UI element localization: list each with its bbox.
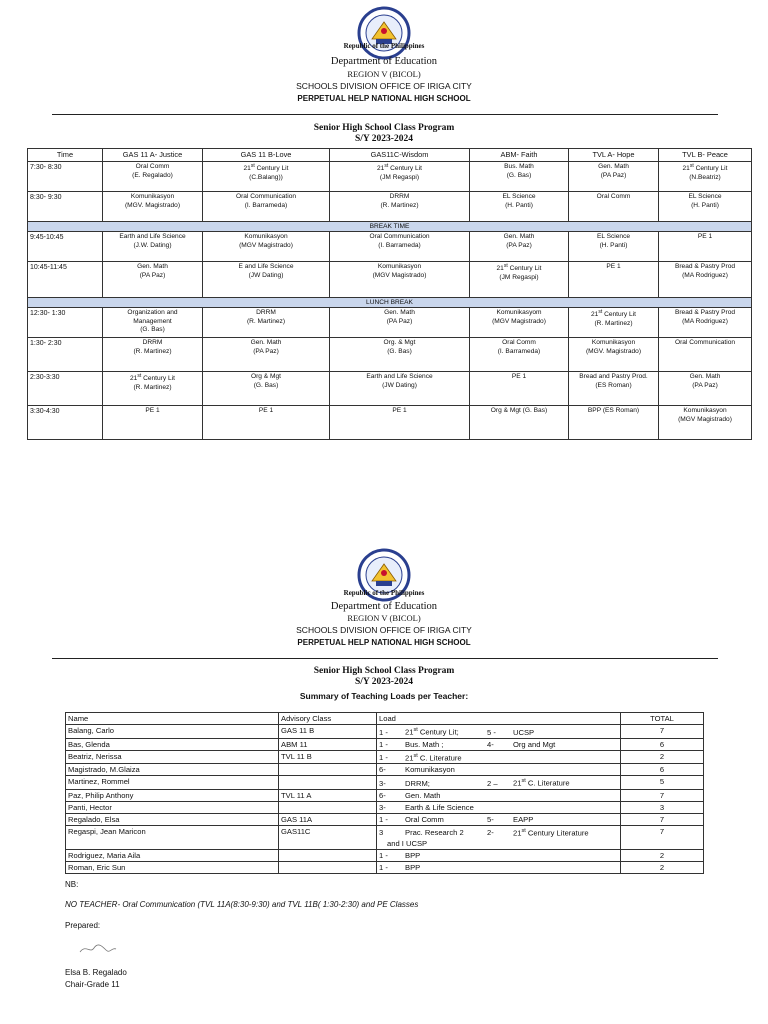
teacher-row — [66, 825, 704, 850]
time-cell: 8:30- 9:30 — [28, 192, 103, 222]
program-title: Senior High School Class Program — [313, 666, 455, 676]
cell-line: Earth and Life Science — [366, 373, 433, 380]
cell-line: (JW Dating) — [382, 381, 417, 389]
region-line: REGION V (BICOL) — [347, 69, 421, 79]
load-cell — [377, 738, 621, 750]
column-header: Time — [28, 149, 103, 162]
division-line: SCHOOLS DIVISION OFFICE OF IRIGA CITY — [296, 625, 472, 635]
cell-line: Gen. Math — [598, 163, 629, 170]
load-part: 3 — [379, 828, 384, 838]
load-line — [379, 725, 618, 738]
cell-line: (PA Paz) — [253, 347, 279, 355]
time-cell: 10:45-11:45 — [28, 262, 103, 298]
cell-line: (I. Barrameda) — [497, 347, 541, 355]
cell-line: Org. & Mgt — [383, 339, 416, 346]
class-cell — [103, 262, 203, 298]
load-part: Org and Mgt — [513, 739, 556, 749]
load-cell — [377, 789, 621, 801]
cell-line: E and Life Science — [238, 263, 294, 270]
load-cell — [377, 825, 621, 850]
class-cell — [470, 232, 569, 262]
no-teacher-note: NO TEACHER- Oral Communication (TVL 11A(8:30-9:30) and TVL 11B( 1:30-2:30) and PE Classes — [65, 900, 419, 909]
cell-line: (JW Dating) — [248, 271, 284, 279]
cell-line: (G. Bas) — [140, 326, 165, 334]
class-cell — [103, 338, 203, 372]
load-total: 7 — [621, 789, 704, 801]
load-cell — [377, 776, 621, 790]
load-part: Oral Comm — [405, 814, 444, 824]
schedule-row — [28, 192, 752, 222]
class-cell — [569, 406, 659, 440]
load-line — [379, 776, 618, 789]
cell-line: (MGV Magistrado) — [239, 241, 293, 249]
class-cell — [659, 232, 752, 262]
advisory-class — [279, 862, 377, 874]
load-cell — [377, 801, 621, 813]
break-row — [28, 222, 752, 232]
load-part: Earth & Life Science — [405, 802, 474, 812]
cell-line: (R. Martinez) — [380, 201, 419, 209]
cell-line: DRRM — [142, 339, 163, 346]
load-line-2: and I UCSP — [387, 839, 428, 849]
column-header: GAS 11 B-Love — [203, 149, 330, 162]
load-line — [379, 790, 618, 801]
load-part: 4- — [487, 739, 494, 749]
class-cell — [569, 308, 659, 338]
cell-line: Organization and — [127, 309, 178, 316]
cell-line: 21st Century Lit — [591, 309, 636, 319]
department-line: Department of Education — [330, 56, 438, 67]
teacher-name: Rodriguez, Maria Aila — [66, 850, 279, 862]
cell-line: (R. Martinez) — [594, 319, 633, 327]
load-part: DRRM; — [405, 778, 430, 788]
cell-line: Bread & Pastry Prod — [674, 263, 736, 270]
class-cell — [203, 406, 330, 440]
cell-line: DRRM — [256, 309, 276, 316]
load-part: 1 - — [379, 863, 388, 873]
schedule-row — [28, 406, 752, 440]
cell-line: (PA Paz) — [506, 241, 532, 249]
load-cell — [377, 725, 621, 739]
cell-line: (PA Paz) — [386, 317, 413, 325]
schedule-row — [28, 338, 752, 372]
class-cell — [103, 162, 203, 192]
class-cell — [470, 162, 569, 192]
loads-header-row — [66, 713, 704, 725]
class-cell — [330, 338, 470, 372]
class-cell — [203, 338, 330, 372]
load-part: 21st C. Literature — [513, 778, 570, 788]
summary-title: Summary of Teaching Loads per Teacher: — [299, 691, 469, 701]
class-cell — [659, 162, 752, 192]
program-title: Senior High School Class Program — [313, 123, 455, 133]
cell-line: Bread and Pastry Prod. — [579, 373, 648, 380]
advisory-class: TVL 11 A — [279, 789, 377, 801]
cell-line: Bread & Pastry Prod — [674, 309, 736, 316]
class-cell — [203, 192, 330, 222]
cell-line: EL Science — [688, 193, 722, 200]
class-cell — [330, 192, 470, 222]
teacher-name: Bas, Glenda — [66, 738, 279, 750]
cell-line: Oral Communication — [674, 339, 736, 346]
load-part: 21st Century Literature — [513, 827, 589, 838]
teacher-row — [66, 776, 704, 790]
cell-line: Oral Communication — [235, 193, 297, 200]
advisory-class: TVL 11 B — [279, 750, 377, 764]
time-cell: 7:30- 8:30 — [28, 162, 103, 192]
load-cell — [377, 850, 621, 862]
cell-line: (PA Paz) — [139, 271, 166, 279]
break-label: LUNCH BREAK — [28, 298, 752, 308]
teacher-row — [66, 789, 704, 801]
nb-label: NB: — [65, 880, 79, 889]
cell-line: BPP (ES Roman) — [587, 407, 640, 414]
load-line — [379, 814, 618, 825]
class-cell — [203, 232, 330, 262]
column-header: TVL B- Peace — [659, 149, 752, 162]
time-cell: 9:45-10:45 — [28, 232, 103, 262]
cell-line: (R. Martinez) — [133, 347, 172, 355]
load-line — [379, 764, 618, 775]
loads-header-cell: TOTAL — [621, 713, 704, 725]
class-cell — [569, 262, 659, 298]
teacher-row — [66, 850, 704, 862]
cell-line: Bus. Math — [504, 163, 534, 170]
cell-line: Komunikasyon — [683, 407, 727, 414]
load-cell — [377, 750, 621, 764]
load-part: 2 – — [487, 778, 498, 788]
cell-line: (MA Rodriguez) — [682, 271, 728, 279]
load-part: BPP — [405, 863, 421, 873]
load-part: 21st Century Lit; — [405, 727, 459, 737]
cell-line: Oral Comm — [596, 193, 631, 200]
load-part: 3- — [379, 778, 386, 788]
advisory-class — [279, 801, 377, 813]
class-cell — [330, 262, 470, 298]
cell-line: Earth and Life Science — [119, 233, 186, 240]
class-cell — [203, 262, 330, 298]
teacher-row — [66, 738, 704, 750]
load-part: 1 - — [379, 851, 388, 861]
load-total: 5 — [621, 776, 704, 790]
cell-line: (MGV Magistrado) — [492, 317, 546, 325]
teaching-loads-table — [65, 712, 704, 874]
cell-line: Oral Comm — [135, 163, 170, 170]
school-year: S/Y 2023-2024 — [355, 134, 413, 144]
teacher-name: Martinez, Rommel — [66, 776, 279, 790]
class-cell — [330, 406, 470, 440]
class-cell — [330, 372, 470, 406]
teacher-name: Balang, Carlo — [66, 725, 279, 739]
division-line: SCHOOLS DIVISION OFFICE OF IRIGA CITY — [296, 81, 472, 91]
cell-line: (H. Panti) — [505, 201, 533, 209]
class-cell — [569, 372, 659, 406]
signatory-name: Elsa B. Regalado — [65, 968, 127, 977]
teacher-row — [66, 813, 704, 825]
class-cell — [659, 262, 752, 298]
load-part: 5- — [487, 814, 494, 824]
load-part: Komunikasyon — [405, 765, 455, 775]
cell-line: PE 1 — [511, 373, 527, 380]
load-total: 7 — [621, 825, 704, 850]
cell-line: 21st Century Lit — [377, 163, 422, 173]
load-part: 1 - — [379, 739, 388, 749]
cell-line: (PA Paz) — [600, 171, 627, 179]
cell-line: EL Science — [596, 233, 631, 240]
load-part: Prac. Research 2 — [405, 828, 464, 838]
cell-line: Oral Communication — [369, 233, 430, 240]
cell-line: (R. Martinez) — [246, 317, 286, 325]
load-part: Gen. Math — [405, 790, 441, 800]
load-total: 2 — [621, 850, 704, 862]
class-cell — [470, 338, 569, 372]
teacher-name: Roman, Eric Sun — [66, 862, 279, 874]
schedule-row — [28, 372, 752, 406]
cell-line: 21st Century Lit — [682, 163, 728, 173]
load-part: 6- — [379, 765, 386, 775]
teacher-row — [66, 801, 704, 813]
schedule-row — [28, 232, 752, 262]
load-part: EAPP — [513, 814, 534, 824]
load-line — [379, 802, 618, 813]
load-cell — [377, 862, 621, 874]
class-cell — [103, 192, 203, 222]
load-total: 6 — [621, 764, 704, 776]
signature-icon — [78, 940, 118, 956]
teacher-row — [66, 764, 704, 776]
cell-line: Gen. Math — [503, 233, 535, 240]
load-part: Bus. Math ; — [405, 739, 444, 749]
column-header: GAS 11 A- Justice — [103, 149, 203, 162]
cell-line: DRRM — [389, 193, 410, 200]
load-part: 5 - — [487, 727, 496, 737]
cell-line: (G. Bas) — [506, 171, 532, 179]
advisory-class — [279, 776, 377, 790]
load-part: UCSP — [513, 727, 535, 737]
department-line: Department of Education — [330, 601, 438, 612]
cell-line: 21st Century Lit — [130, 373, 175, 383]
class-cell — [203, 162, 330, 192]
class-cell — [659, 338, 752, 372]
class-cell — [569, 232, 659, 262]
class-cell — [659, 308, 752, 338]
cell-line: (H. Panti) — [691, 201, 719, 209]
class-cell — [659, 192, 752, 222]
prepared-label: Prepared: — [65, 921, 101, 930]
cell-line: EL Science — [502, 193, 536, 200]
cell-line: (JM Regaspi) — [379, 173, 420, 181]
cell-line: PE 1 — [145, 407, 160, 414]
cell-line: 21st Century Lit — [243, 163, 289, 173]
cell-line: PE 1 — [392, 407, 407, 414]
cell-line: (G. Bas) — [387, 347, 412, 355]
load-line — [379, 850, 618, 861]
cell-line: PE 1 — [258, 407, 274, 414]
cell-line: (I. Barrameda) — [244, 201, 288, 209]
class-cell — [659, 406, 752, 440]
loads-header-cell: Advisory Class — [279, 713, 377, 725]
load-part: BPP — [405, 851, 421, 861]
time-cell: 12:30- 1:30 — [28, 308, 103, 338]
class-cell — [569, 192, 659, 222]
header-divider — [52, 114, 718, 115]
class-cell — [330, 232, 470, 262]
cell-line: PE 1 — [606, 263, 621, 270]
break-row — [28, 298, 752, 308]
class-cell — [203, 308, 330, 338]
region-line: REGION V (BICOL) — [347, 613, 421, 623]
class-cell — [569, 162, 659, 192]
cell-line: (MGV Magistrado) — [678, 415, 732, 423]
cell-line: Gen. Math — [250, 339, 282, 346]
load-part: 3- — [379, 802, 386, 812]
advisory-class — [279, 850, 377, 862]
load-line — [379, 826, 618, 839]
advisory-class: GAS11C — [279, 825, 377, 850]
cell-line: (I. Barrameda) — [378, 241, 421, 249]
load-part: 1 - — [379, 753, 388, 763]
time-cell: 1:30- 2:30 — [28, 338, 103, 372]
class-cell — [470, 406, 569, 440]
load-line — [379, 751, 618, 764]
school-line: PERPETUAL HELP NATIONAL HIGH SCHOOL — [297, 638, 471, 647]
schedule-row — [28, 162, 752, 192]
advisory-class: ABM 11 — [279, 738, 377, 750]
loads-header-cell: Name — [66, 713, 279, 725]
loads-header-cell: Load — [377, 713, 621, 725]
column-header: GAS11C-Wisdom — [330, 149, 470, 162]
cell-line: (ES Roman) — [595, 381, 632, 389]
break-label: BREAK TIME — [28, 222, 752, 232]
teacher-name: Paz, Philip Anthony — [66, 789, 279, 801]
cell-line: (R. Martinez) — [133, 383, 172, 391]
schedule-row — [28, 308, 752, 338]
class-cell — [470, 192, 569, 222]
school-line: PERPETUAL HELP NATIONAL HIGH SCHOOL — [297, 94, 471, 103]
teacher-row — [66, 750, 704, 764]
header-divider — [52, 658, 718, 659]
class-cell — [330, 308, 470, 338]
advisory-class: GAS 11A — [279, 813, 377, 825]
load-part: 1 - — [379, 727, 388, 737]
load-total: 7 — [621, 725, 704, 739]
teacher-name: Regalado, Elsa — [66, 813, 279, 825]
cell-line: (MA Rodriguez) — [682, 317, 728, 325]
cell-line: Komunikasyon — [130, 193, 175, 200]
time-cell: 3:30-4:30 — [28, 406, 103, 440]
class-cell — [103, 372, 203, 406]
class-cell — [470, 262, 569, 298]
republic-line: Republic of the Philippines — [343, 42, 425, 50]
load-total: 6 — [621, 738, 704, 750]
teacher-row — [66, 862, 704, 874]
class-cell — [103, 232, 203, 262]
cell-line: (PA Paz) — [692, 381, 718, 389]
cell-line: (J.W. Dating) — [133, 241, 172, 249]
cell-line: (JM Regaspi) — [499, 273, 539, 281]
school-year: S/Y 2023-2024 — [355, 677, 413, 687]
advisory-class: GAS 11 B — [279, 725, 377, 739]
class-cell — [470, 372, 569, 406]
class-cell — [103, 308, 203, 338]
load-cell — [377, 764, 621, 776]
cell-line: (MGV. Magistrado) — [585, 347, 642, 355]
cell-line: Komunikasyon — [244, 233, 288, 240]
time-cell: 2:30-3:30 — [28, 372, 103, 406]
cell-line: Komunikasyon — [591, 339, 636, 346]
class-cell — [470, 308, 569, 338]
cell-line: 21st Century Lit — [496, 263, 542, 273]
class-cell — [103, 406, 203, 440]
teacher-row — [66, 725, 704, 739]
load-total: 7 — [621, 813, 704, 825]
class-cell — [569, 338, 659, 372]
cell-line: (C.Balang)) — [249, 173, 283, 181]
republic-line: Republic of the Philippines — [343, 589, 425, 597]
load-part: 1 - — [379, 814, 388, 824]
teacher-name: Regaspi, Jean Maricon — [66, 825, 279, 850]
cell-line: (G. Bas) — [253, 381, 279, 389]
cell-line: Komunikasyom — [496, 309, 542, 316]
column-header: TVL A- Hope — [569, 149, 659, 162]
class-cell — [659, 372, 752, 406]
class-cell — [330, 162, 470, 192]
cell-line: (MGV Magistrado) — [372, 271, 427, 279]
column-header: ABM- Faith — [470, 149, 569, 162]
load-total: 2 — [621, 750, 704, 764]
cell-line: Oral Comm — [502, 339, 536, 346]
cell-line: (MGV. Magistrado) — [124, 201, 181, 209]
deped-seal-icon — [357, 6, 411, 60]
cell-line: PE 1 — [697, 233, 713, 240]
load-total: 3 — [621, 801, 704, 813]
schedule-row — [28, 262, 752, 298]
load-line — [379, 862, 618, 873]
load-part: 6- — [379, 790, 386, 800]
load-part: 2- — [487, 828, 494, 838]
cell-line: Gen. Math — [689, 373, 721, 380]
teacher-name: Panti, Hector — [66, 801, 279, 813]
cell-line: (H. Panti) — [599, 241, 628, 249]
signatory-position: Chair-Grade 11 — [65, 980, 120, 989]
class-cell — [203, 372, 330, 406]
cell-line: Komunikasyon — [377, 263, 422, 270]
cell-line: (E. Regalado) — [132, 171, 173, 179]
load-line — [379, 739, 618, 750]
load-cell — [377, 813, 621, 825]
cell-line: Org & Mgt — [250, 373, 282, 380]
load-part: 21st C. Literature — [405, 752, 462, 763]
teacher-name: Magistrado, M.Glaiza — [66, 764, 279, 776]
cell-line: (N.Beatriz) — [689, 173, 721, 181]
cell-line: Gen. Math — [384, 309, 415, 316]
cell-line: Gen. Math — [137, 263, 168, 270]
teacher-name: Beatriz, Nerissa — [66, 750, 279, 764]
class-schedule-table — [27, 148, 752, 440]
cell-line: Org & Mgt (G. Bas) — [490, 407, 548, 414]
advisory-class — [279, 764, 377, 776]
cell-line: Management — [133, 317, 172, 325]
load-total: 2 — [621, 862, 704, 874]
